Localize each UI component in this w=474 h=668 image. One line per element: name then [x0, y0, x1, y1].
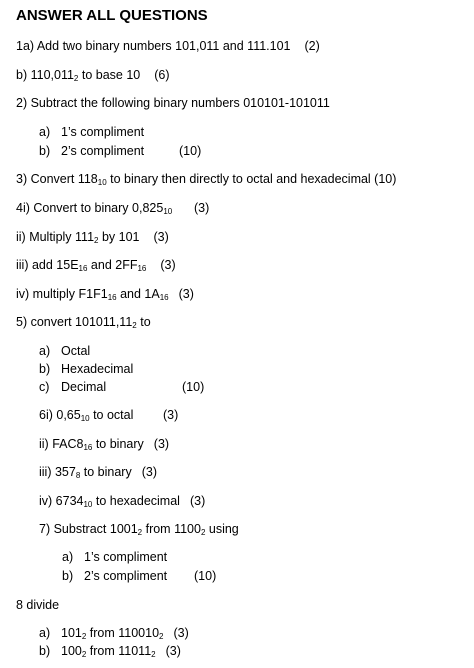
question-6iii-base: 8 — [75, 471, 81, 480]
option-label: b) — [39, 144, 51, 158]
question-6ii-text-start: ii) FAC8 — [39, 437, 84, 451]
option-base-2: 2 — [151, 650, 156, 659]
option-base-1: 2 — [81, 650, 87, 659]
question-3-text-end: to binary then directly to octal and hexadecimal (10) — [106, 172, 397, 186]
question-6ii — [39, 436, 169, 452]
question-4i — [16, 200, 172, 216]
option-text: 2’s compliment — [61, 144, 145, 158]
question-5 — [16, 314, 151, 330]
question-4i-base: 10 — [163, 207, 173, 216]
question-1b-base: 2 — [73, 74, 79, 83]
question-1b — [16, 67, 170, 83]
question-1a-text: 1a) Add two binary numbers 101,011 and 111.101 — [16, 39, 291, 53]
question-4iv-marks: (3) — [178, 287, 194, 301]
question-4iv-text-mid: and 1A — [116, 287, 160, 301]
question-8-option-a — [39, 625, 189, 641]
question-4i-text: 4i) Convert to binary 0,825 — [16, 201, 164, 215]
question-7-text-end: using — [205, 522, 239, 536]
option-text-start: 101 — [61, 626, 82, 640]
question-6i-text-start: 6i) 0,65 — [39, 408, 81, 422]
question-7-base-2: 2 — [200, 528, 206, 537]
question-4iii-marks: (3) — [160, 258, 176, 272]
question-6ii-text-end: to binary — [92, 437, 144, 451]
question-5-text-end: to — [136, 315, 151, 329]
question-3 — [16, 171, 396, 187]
question-2: 2) Subtract the following binary numbers 010101-101011 — [16, 96, 330, 110]
question-4i-marks: (3) — [194, 201, 210, 215]
question-6iv-text-start: iv) 6734 — [39, 494, 84, 508]
question-8-option-b — [39, 643, 181, 659]
question-4iv-base-1: 16 — [107, 293, 117, 302]
question-8: 8 divide — [16, 598, 60, 612]
question-7-text-start: 7) Substract 1001 — [39, 522, 138, 536]
question-4ii — [16, 229, 169, 245]
question-1a — [16, 38, 320, 54]
option-base-1: 2 — [81, 632, 87, 641]
question-5-base: 2 — [132, 321, 137, 330]
question-5-option-a — [39, 343, 90, 359]
option-label: a) — [62, 550, 74, 564]
question-4ii-marks: (3) — [153, 230, 169, 244]
option-text: Decimal — [61, 380, 107, 394]
option-label: b) — [39, 362, 51, 376]
question-1b-marks: (6) — [154, 68, 170, 82]
question-6ii-base: 16 — [83, 443, 93, 452]
question-6iv — [39, 493, 205, 509]
question-6iii-text-start: iii) 357 — [39, 465, 76, 479]
question-6iii — [39, 464, 157, 480]
question-4iv — [16, 286, 194, 302]
option-text-start: 100 — [61, 644, 82, 658]
question-6iv-base: 10 — [83, 500, 93, 509]
question-4ii-text-start: ii) Multiply 111 — [16, 230, 95, 244]
option-text-mid: from 11011 — [86, 644, 152, 658]
question-8b-marks: (3) — [165, 644, 181, 658]
question-4iv-text-start: iv) multiply F1F1 — [16, 287, 108, 301]
question-7 — [39, 521, 239, 537]
question-5-text-start: 5) convert 101011,11 — [16, 315, 133, 329]
question-6iv-marks: (3) — [189, 494, 206, 508]
question-1b-text-start: b) 110,011 — [16, 68, 74, 82]
option-label: b) — [62, 569, 74, 583]
question-2-marks: (10) — [179, 144, 202, 158]
question-6i-marks: (3) — [163, 408, 179, 422]
question-6iv-text-end: to hexadecimal — [92, 494, 180, 508]
question-4iii-text-mid: and 2FF — [87, 258, 138, 272]
option-label: a) — [39, 125, 51, 139]
question-7-option-b — [62, 568, 167, 584]
question-8a-marks: (3) — [173, 626, 189, 640]
question-1b-text-end: to base 10 — [78, 68, 141, 82]
question-4iii-base-2: 16 — [137, 264, 147, 273]
option-base-2: 2 — [159, 632, 164, 641]
option-label: c) — [39, 380, 50, 394]
option-text: 1’s compliment — [84, 550, 168, 564]
question-3-text-start: 3) Convert 118 — [16, 172, 98, 186]
option-label: b) — [39, 644, 51, 658]
option-text-mid: from 110010 — [86, 626, 160, 640]
option-text: 2’s compliment — [84, 569, 168, 583]
question-1a-marks: (2) — [304, 39, 320, 53]
question-4ii-text-end: by 101 — [98, 230, 140, 244]
question-4ii-base: 2 — [94, 236, 99, 245]
question-2-option-b — [39, 143, 144, 159]
question-5-marks: (10) — [182, 380, 205, 394]
question-4iii — [16, 257, 176, 273]
question-6i-base: 10 — [80, 414, 90, 423]
question-4iii-base-1: 16 — [78, 264, 88, 273]
question-7-option-a — [62, 549, 167, 565]
question-7-base-1: 2 — [137, 528, 143, 537]
question-6iii-marks: (3) — [141, 465, 157, 479]
option-text: Hexadecimal — [61, 362, 134, 376]
option-label: a) — [39, 626, 51, 640]
question-2-option-a — [39, 124, 144, 140]
question-5-option-b — [39, 361, 133, 377]
question-7-text-mid: from 1100 — [142, 522, 201, 536]
question-6i-text-end: to octal — [89, 408, 134, 422]
option-text: Octal — [61, 344, 91, 358]
question-4iv-base-2: 16 — [159, 293, 169, 302]
question-3-base: 10 — [97, 178, 107, 187]
page-title: ANSWER ALL QUESTIONS — [16, 7, 208, 24]
option-text: 1’s compliment — [61, 125, 145, 139]
question-6iii-text-end: to binary — [80, 465, 132, 479]
question-4iii-text-start: iii) add 15E — [16, 258, 79, 272]
question-5-option-c — [39, 379, 106, 395]
question-6i — [39, 407, 133, 423]
option-label: a) — [39, 344, 51, 358]
question-6ii-marks: (3) — [153, 437, 170, 451]
question-7-marks: (10) — [194, 569, 217, 583]
